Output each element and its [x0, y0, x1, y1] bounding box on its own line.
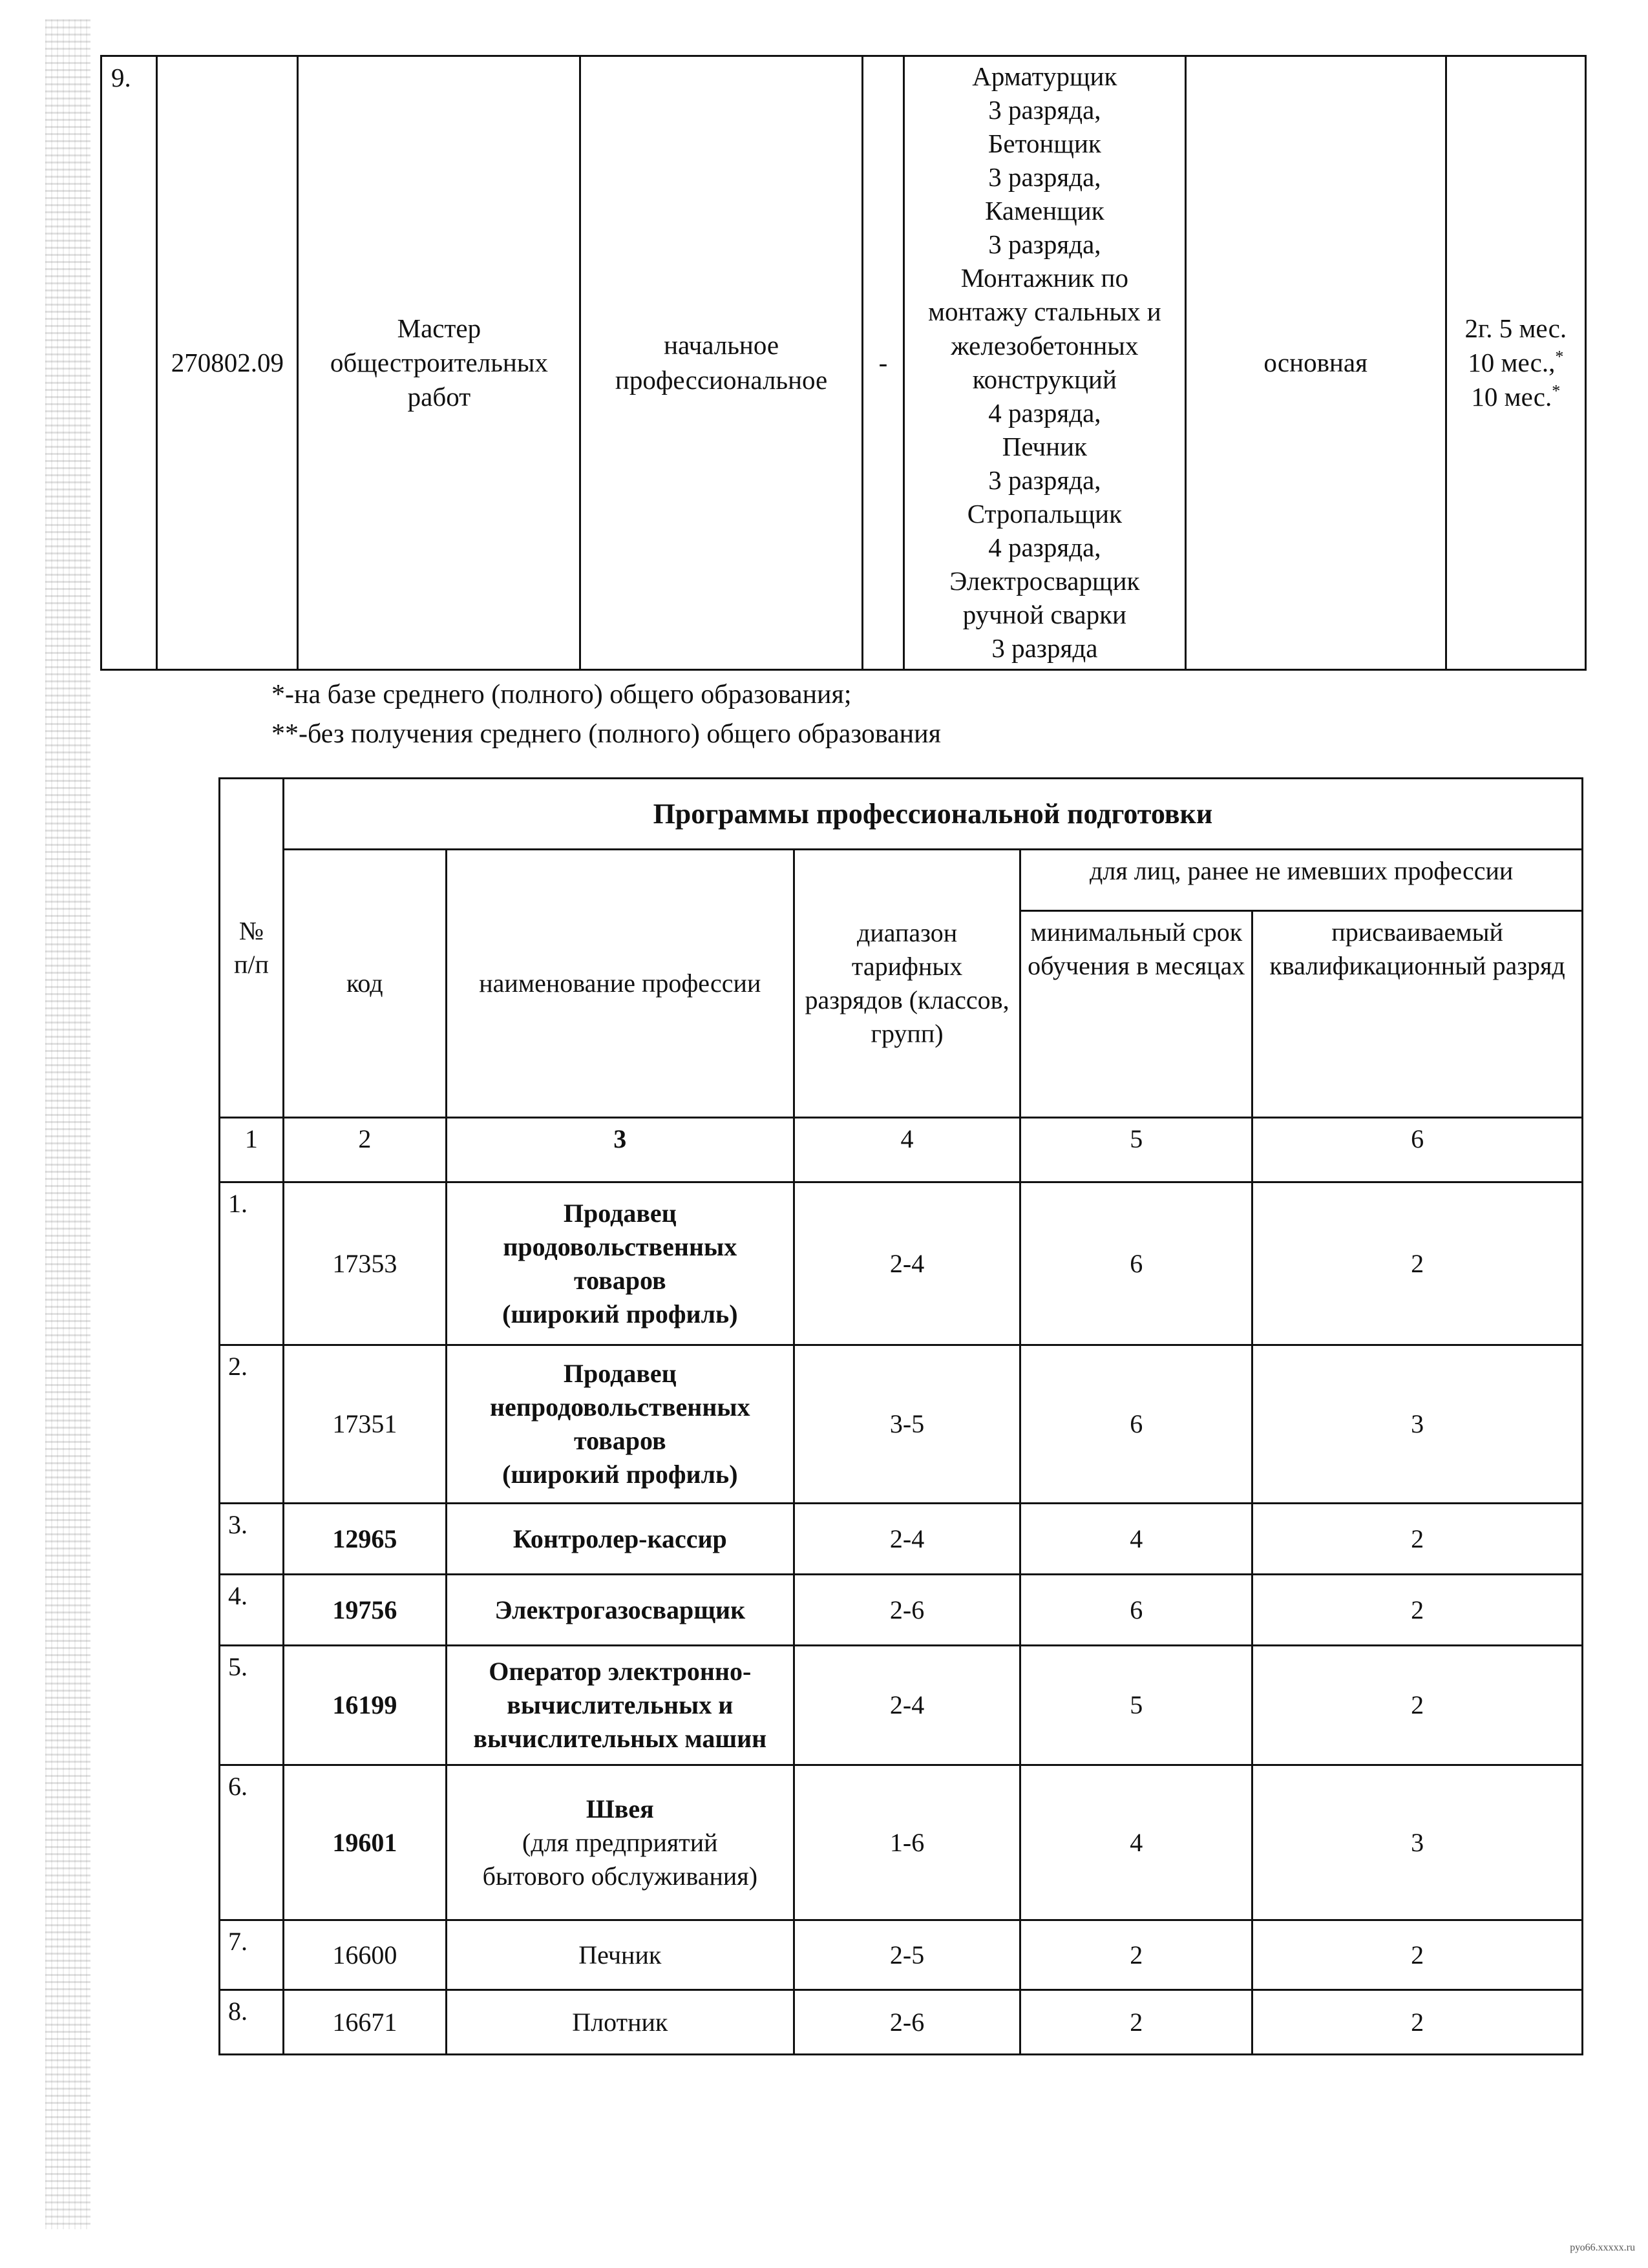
row-number: 7.	[220, 1920, 284, 1990]
table-row	[220, 1990, 1583, 2055]
qualification-grade: 2	[1252, 1182, 1583, 1345]
qualification-line: Печник	[1002, 431, 1087, 461]
table-row	[220, 1646, 1583, 1765]
profession-code: 16199	[283, 1646, 446, 1765]
footnote-2: **-без получения среднего (полного) общего образования	[271, 719, 941, 749]
profession-name: Продавец непродовольственных товаров (широкий профиль)	[446, 1345, 794, 1504]
min-months: 2	[1020, 1990, 1252, 2055]
qualification-grade: 2	[1252, 1990, 1583, 2055]
table-header-row	[220, 779, 1583, 850]
col-min-months-header: минимальный срок обучения в месяцах	[1020, 911, 1252, 1118]
footnotes	[271, 675, 941, 754]
qualification-line: 3 разряда,	[988, 229, 1101, 260]
table-row	[220, 1182, 1583, 1345]
qualification-line: 3 разряда	[991, 633, 1098, 664]
profession-code: 19756	[283, 1575, 446, 1646]
row-number: 1.	[220, 1182, 284, 1345]
profession-code: 19601	[283, 1765, 446, 1920]
min-months: 5	[1020, 1646, 1252, 1765]
index-cell: 1	[220, 1118, 284, 1182]
program-type: основная	[1185, 56, 1446, 670]
tariff-range: 3-5	[794, 1345, 1020, 1504]
duration-line: 10 мес.*	[1471, 381, 1561, 412]
footnote-1: *-на базе среднего (полного) общего образования;	[271, 680, 852, 709]
qualification-grade: 2	[1252, 1504, 1583, 1575]
tariff-range: 2-4	[794, 1504, 1020, 1575]
qualification-grade: 3	[1252, 1345, 1583, 1504]
profession-code: 17351	[283, 1345, 446, 1504]
min-months: 6	[1020, 1575, 1252, 1646]
qualification-line: 3 разряда,	[988, 465, 1101, 495]
qualification-line: 3 разряда,	[988, 162, 1101, 193]
profession-name: Швея (для предприятий бытового обслуживания)	[446, 1765, 794, 1920]
qualification-line: Монтажник по монтажу стальных и железобетонных конструкций	[928, 263, 1161, 394]
min-months: 6	[1020, 1345, 1252, 1504]
index-cell: 3	[446, 1118, 794, 1182]
tariff-range: 1-6	[794, 1765, 1020, 1920]
qualification-line: Стропальщик	[967, 498, 1123, 529]
footnote-star: *	[1555, 347, 1564, 366]
profession-name: Оператор электронно- вычислительных и вычислительных машин	[446, 1646, 794, 1765]
min-months: 4	[1020, 1504, 1252, 1575]
specialty-code: 270802.09	[157, 56, 298, 670]
index-cell: 6	[1252, 1118, 1583, 1182]
duration-line: 2г. 5 мес.	[1464, 313, 1567, 343]
row-number: 2.	[220, 1345, 284, 1504]
row-number: 9.	[101, 56, 157, 670]
qualification-line: Бетонщик	[988, 129, 1101, 159]
qualification-grade: 2	[1252, 1920, 1583, 1990]
tariff-range: 2-4	[794, 1646, 1020, 1765]
index-cell: 5	[1020, 1118, 1252, 1182]
min-months: 6	[1020, 1182, 1252, 1345]
row-number: 3.	[220, 1504, 284, 1575]
table-row	[220, 1765, 1583, 1920]
col-name-header: наименование профессии	[446, 850, 794, 1118]
specialty-table	[100, 55, 1587, 671]
qualification-line: Арматурщик	[972, 61, 1117, 91]
table-header-row	[220, 850, 1583, 911]
index-cell: 2	[283, 1118, 446, 1182]
row-number: 4.	[220, 1575, 284, 1646]
scan-edge-noise	[45, 19, 90, 2229]
profession-name: Продавец продовольственных товаров (широкий профиль)	[446, 1182, 794, 1345]
group-header: для лиц, ранее не имевших профессии	[1020, 850, 1583, 911]
source-watermark: руо66.ххххх.ru	[1570, 2242, 1635, 2253]
qualification-line: Каменщик	[985, 196, 1104, 226]
row-number: 5.	[220, 1646, 284, 1765]
table-row	[220, 1345, 1583, 1504]
qualification-grade: 2	[1252, 1646, 1583, 1765]
qualification-grade: 3	[1252, 1765, 1583, 1920]
profession-code: 12965	[283, 1504, 446, 1575]
index-cell: 4	[794, 1118, 1020, 1182]
table-row	[220, 1575, 1583, 1646]
col-number-header: № п/п	[220, 779, 284, 1118]
col-code-header: код	[283, 850, 446, 1118]
tariff-range: 2-5	[794, 1920, 1020, 1990]
index-row	[220, 1118, 1583, 1182]
footnote-star: *	[1552, 381, 1561, 401]
table-row	[101, 56, 1586, 670]
duration-cell	[1446, 56, 1585, 670]
dash-cell: -	[862, 56, 903, 670]
table-row	[220, 1504, 1583, 1575]
table-title: Программы профессиональной подготовки	[283, 779, 1582, 850]
profession-name: Печник	[446, 1920, 794, 1990]
min-months: 4	[1020, 1765, 1252, 1920]
tariff-range: 2-6	[794, 1990, 1020, 2055]
duration-line: 10 мес.,*	[1468, 347, 1564, 377]
qualification-line: 4 разряда,	[988, 397, 1101, 428]
col-grade-header: присваиваемый квалификационный разряд	[1252, 911, 1583, 1118]
qualification-grade: 2	[1252, 1575, 1583, 1646]
profession-name: Плотник	[446, 1990, 794, 2055]
education-level: начальное профессиональное	[580, 56, 863, 670]
profession-name: Контролер-кассир	[446, 1504, 794, 1575]
qualification-line: 4 разряда,	[988, 532, 1101, 562]
row-number: 6.	[220, 1765, 284, 1920]
row-number: 8.	[220, 1990, 284, 2055]
qualifications-cell	[904, 56, 1186, 670]
specialty-name: Мастер общестроительных работ	[298, 56, 580, 670]
profession-code: 17353	[283, 1182, 446, 1345]
table-row	[220, 1920, 1583, 1990]
col-range-header: диапазон тарифных разрядов (классов, групп)	[794, 850, 1020, 1118]
profession-code: 16671	[283, 1990, 446, 2055]
qualification-line: Электросварщик ручной сварки	[949, 565, 1140, 629]
tariff-range: 2-4	[794, 1182, 1020, 1345]
profession-code: 16600	[283, 1920, 446, 1990]
min-months: 2	[1020, 1920, 1252, 1990]
profession-name: Электрогазосварщик	[446, 1575, 794, 1646]
training-programs-table	[218, 777, 1583, 2055]
qualification-line: 3 разряда,	[988, 95, 1101, 125]
tariff-range: 2-6	[794, 1575, 1020, 1646]
